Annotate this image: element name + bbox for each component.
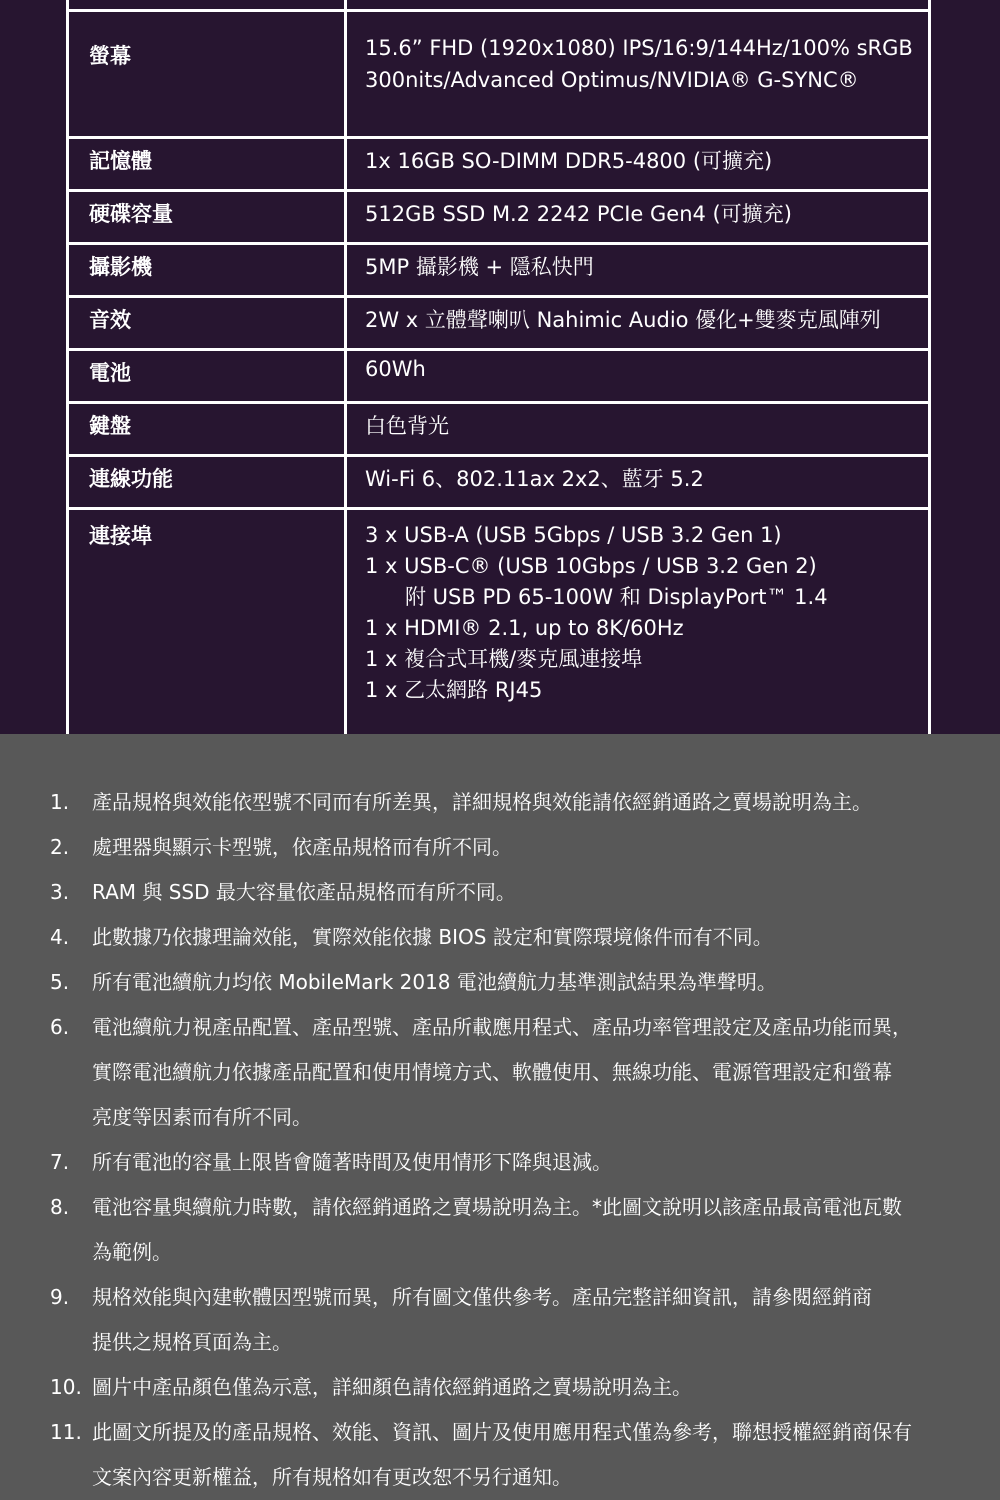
note-text: 產品規格與效能依型號不同而有所差異，詳細規格與效能請依經銷通路之賣場說明為主。 [92, 790, 872, 814]
spec-row-keyboard [68, 403, 930, 456]
spec-value-line: 15.6” FHD (1920x1080) IPS/16:9/144Hz/100% sRGB [365, 36, 913, 60]
spec-label [68, 0, 346, 11]
spec-value [346, 350, 930, 403]
spec-value-line: 2W x 立體聲喇叭 Nahimic Audio 優化+雙麥克風陣列 [365, 308, 881, 332]
note-text: 亮度等因素而有所不同。 [92, 1105, 312, 1129]
spec-label: 連接埠 [68, 509, 346, 740]
note-text: 規格效能與內建軟體因型號而異，所有圖文僅供參考。產品完整詳細資訊，請參閱經銷商 [92, 1285, 872, 1309]
spec-value [346, 456, 930, 509]
spec-value-line: 512GB SSD M.2 2242 PCIe Gen4 (可擴充) [365, 202, 792, 226]
note-item [0, 915, 1000, 960]
spec-row-partial [68, 0, 930, 11]
note-text: 實際電池續航力依據產品配置和使用情境方式、軟體使用、無線功能、電源管理設定和螢幕 [92, 1060, 892, 1084]
spec-row-screen [68, 11, 930, 138]
note-number: 11. [50, 1420, 82, 1444]
notes-list [0, 780, 1000, 1500]
note-text: 此數據乃依據理論效能，實際效能依據 BIOS 設定和實際環境條件而有不同。 [92, 925, 773, 949]
spec-value-line: 1 x HDMI® 2.1, up to 8K/60Hz [365, 616, 684, 640]
spec-row-camera [68, 244, 930, 297]
spec-label: 音效 [68, 297, 346, 350]
note-number: 4. [50, 925, 70, 949]
note-text: RAM 與 SSD 最大容量依產品規格而有所不同。 [92, 880, 516, 904]
spec-label: 攝影機 [68, 244, 346, 297]
note-item [0, 1275, 1000, 1365]
note-item [0, 1410, 1000, 1500]
note-item [0, 870, 1000, 915]
spec-value [346, 297, 930, 350]
note-text: 電池續航力視產品配置、產品型號、產品所載應用程式、產品功率管理設定及產品功能而異， [92, 1015, 912, 1039]
note-item [0, 1140, 1000, 1185]
spec-label: 記憶體 [68, 138, 346, 191]
spec-label: 硬碟容量 [68, 191, 346, 244]
note-item [0, 1185, 1000, 1275]
spec-row-ports [68, 509, 930, 740]
note-number: 3. [50, 880, 70, 904]
spec-label: 螢幕 [68, 11, 346, 138]
spec-row-audio [68, 297, 930, 350]
spec-row-connectivity [68, 456, 930, 509]
note-text: 為範例。 [92, 1240, 172, 1264]
note-text: 文案內容更新權益，所有規格如有更改恕不另行通知。 [92, 1465, 572, 1489]
note-item [0, 825, 1000, 870]
note-number: 5. [50, 970, 70, 994]
note-text: 提供之規格頁面為主。 [92, 1330, 292, 1354]
spec-value [346, 138, 930, 191]
note-item [0, 1365, 1000, 1410]
spec-value [346, 509, 930, 740]
note-text: 圖片中產品顏色僅為示意，詳細顏色請依經銷通路之賣場說明為主。 [92, 1375, 692, 1399]
note-text: 所有電池續航力均依 MobileMark 2018 電池續航力基準測試結果為準聲明。 [92, 970, 777, 994]
note-number: 1. [50, 790, 70, 814]
note-text: 此圖文所提及的產品規格、效能、資訊、圖片及使用應用程式僅為參考，聯想授權經銷商保有 [92, 1420, 912, 1444]
spec-value-line: 1x 16GB SO-DIMM DDR5-4800 (可擴充) [365, 149, 773, 173]
spec-value-line: 附 USB PD 65-100W 和 DisplayPort™ 1.4 [405, 585, 828, 609]
note-number: 10. [50, 1375, 82, 1399]
spec-value-line: 60Wh [365, 357, 426, 381]
note-text: 處理器與顯示卡型號，依產品規格而有所不同。 [92, 835, 512, 859]
note-number: 6. [50, 1015, 70, 1039]
spec-row-memory [68, 138, 930, 191]
spec-value [346, 191, 930, 244]
spec-value-line: 1 x USB-C® (USB 10Gbps / USB 3.2 Gen 2) [365, 554, 817, 578]
spec-value-line: 300nits/Advanced Optimus/NVIDIA® G-SYNC® [365, 68, 859, 92]
spec-value [346, 403, 930, 456]
spec-row-storage [68, 191, 930, 244]
note-item [0, 780, 1000, 825]
spec-section [0, 0, 1000, 734]
spec-value-line: 3 x USB-A (USB 5Gbps / USB 3.2 Gen 1) [365, 523, 782, 547]
note-number: 8. [50, 1195, 70, 1219]
spec-value [346, 11, 930, 138]
spec-value-line: 1 x 乙太網路 RJ45 [365, 678, 543, 702]
spec-label: 連線功能 [68, 456, 346, 509]
spec-row-battery [68, 350, 930, 403]
spec-table [66, 0, 931, 741]
spec-value [346, 0, 930, 11]
spec-value-line: Wi-Fi 6、802.11ax 2x2、藍牙 5.2 [365, 467, 704, 491]
spec-label: 電池 [68, 350, 346, 403]
note-number: 2. [50, 835, 70, 859]
note-item [0, 1005, 1000, 1140]
note-item [0, 960, 1000, 1005]
spec-value [346, 244, 930, 297]
note-text: 所有電池的容量上限皆會隨著時間及使用情形下降與退減。 [92, 1150, 612, 1174]
spec-value-line: 5MP 攝影機 + 隱私快門 [365, 255, 594, 279]
spec-label: 鍵盤 [68, 403, 346, 456]
spec-value-line: 白色背光 [365, 414, 449, 438]
note-number: 7. [50, 1150, 70, 1174]
note-text: 電池容量與續航力時數，請依經銷通路之賣場說明為主。*此圖文說明以該產品最高電池瓦數 [92, 1195, 902, 1219]
spec-value-line: 1 x 複合式耳機/麥克風連接埠 [365, 647, 643, 671]
note-number: 9. [50, 1285, 70, 1309]
